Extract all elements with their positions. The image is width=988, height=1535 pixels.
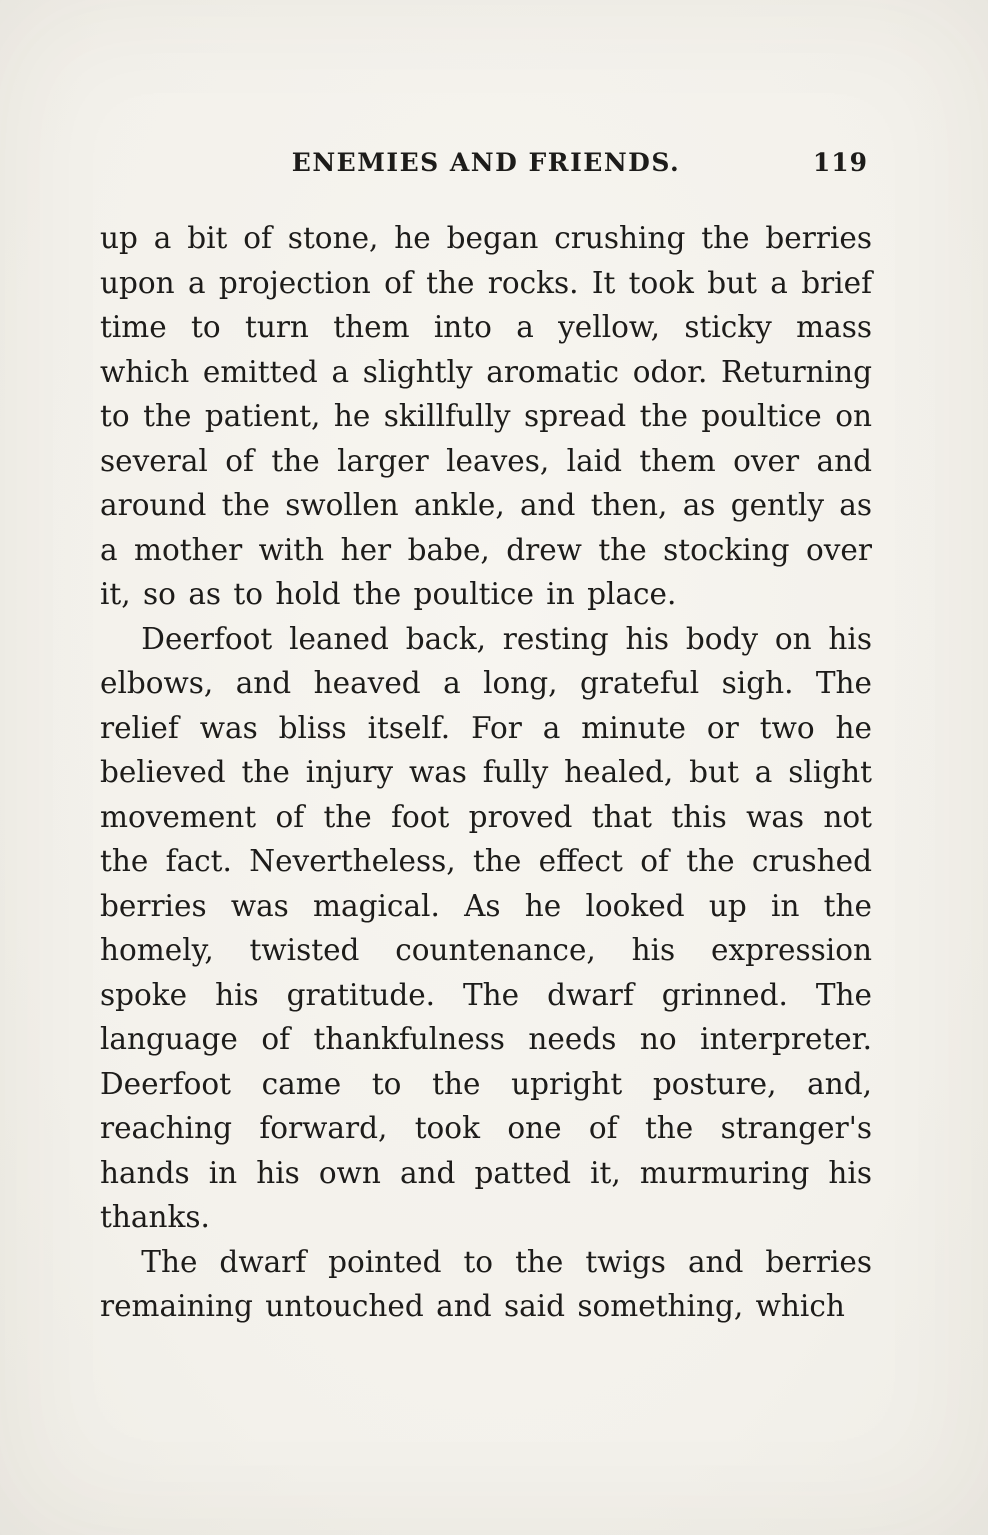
running-title: ENEMIES AND FRIENDS.	[291, 148, 681, 177]
paragraph-continuation: up a bit of stone, he began crushing the berries upon a projection of the rocks. It took but a brief time to turn them into a yellow, sticky mass which emitted a slightly aromatic odor. Returning to the patient, he skillfully spread the poultice on several of the larger leaves, laid them over and around the swollen ankle, and then, as gently as a mother with her babe, drew the stocking over it, so as to hold the poultice in place.	[100, 221, 872, 611]
page-header	[100, 148, 872, 188]
page-number: 119	[812, 148, 868, 177]
paragraph: The dwarf pointed to the twigs and berries remaining untouched and said something, which	[100, 1244, 872, 1323]
paragraph: Deerfoot leaned back, resting his body on his elbows, and heaved a long, grateful sigh. The relief was bliss itself. For a minute or two he believed the injury was fully healed, but a slight movement of the foot proved that this was not the fact. Nevertheless, the effect of the crushed berries was magical. As he looked up in the homely, twisted countenance, his expression spoke his gratitude. The dwarf grinned. The language of thankfulness needs no interpreter. Deerfoot came to the upright posture, and, reaching forward, took one of the stranger's hands in his own and patted it, murmuring his thanks.	[100, 621, 872, 1234]
page-body	[100, 216, 872, 1329]
